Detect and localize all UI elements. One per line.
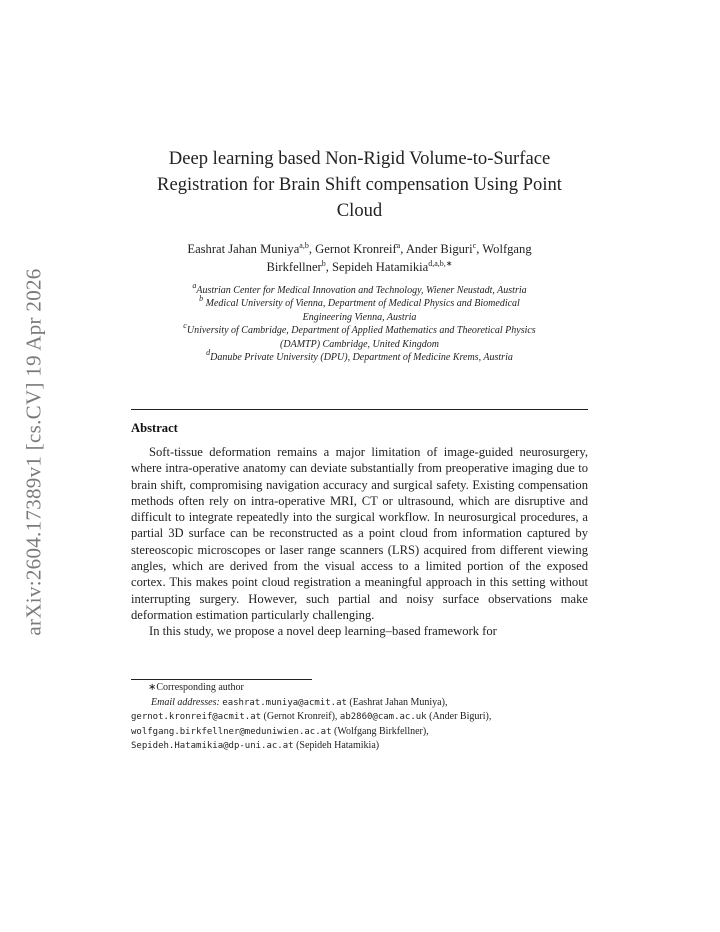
author-separator: ,	[400, 242, 406, 256]
author-name: Ander Biguri	[405, 242, 473, 256]
abstract-top-rule	[131, 409, 588, 410]
email-line	[131, 696, 588, 711]
author-affil-mark: c	[472, 241, 477, 250]
affil-mark: b	[199, 294, 204, 304]
affiliations	[121, 281, 598, 364]
author-name: Gernot Kronreif	[315, 242, 397, 256]
author-separator: ,	[308, 242, 316, 256]
abstract-paragraph: Soft-tissue deformation remains a major limitation of image-guided neurosurgery, where intra-operative anatomy can deviate substantially from preoperative imaging due to brain shift, compromising navigation accuracy and surgical safety. Existing compensation methods often rely on intra-operative MRI, CT or ultrasound, which are disruptive and difficult to integrate repeatedly into the surgical workflow. In neurosurgical procedures, a partial 3D surface can be reconstructed as a point cloud from information captured by stereoscopic microscopes or laser range scanners (LRS) acquired from different viewing angles, which are derived from the visual access to a limited portion of the exposed cortex. This makes point cloud registration a meaningful approach in this setting without interrupting surgery. However, such partial and noisy surface observations make deformation estimation particularly challenging.	[131, 445, 588, 622]
affiliation-line	[121, 294, 598, 310]
author-list	[131, 240, 588, 276]
author-line	[131, 240, 588, 258]
author-separator: ,	[476, 242, 483, 256]
affil-mark: c	[183, 321, 187, 331]
footnotes	[131, 681, 588, 754]
affil-text: University of Cambridge, Department of Applied Mathematics and Theoretical Physics	[186, 325, 536, 337]
author-affil-mark: a	[396, 241, 401, 250]
author-name: Birkfellner	[266, 260, 322, 274]
email-owner: (Eashrat Jahan Muniya),	[346, 696, 448, 708]
author-name: Sepideh Hatamikia	[332, 260, 429, 274]
email-link[interactable]: Sepideh.Hatamikia@dp-uni.ac.at	[131, 741, 294, 751]
title-line: Cloud	[336, 200, 383, 221]
email-link[interactable]: wolfgang.birkfellner@meduniwien.ac.at	[131, 726, 332, 737]
affil-text: Engineering Vienna, Austria	[302, 311, 417, 323]
footnote-rule	[131, 679, 312, 680]
author-affil-mark: a,b	[299, 241, 309, 250]
abstract-heading: Abstract	[131, 421, 178, 435]
affil-text: Danube Private University (DPU), Department of Medicine Krems, Austria	[210, 352, 513, 364]
author-name: Eashrat Jahan Muniya	[187, 242, 300, 256]
email-owner: (Ander Biguri),	[426, 711, 492, 722]
abstract-paragraph: In this study, we propose a novel deep learning–based framework for	[149, 624, 497, 639]
author-name: Wolfgang	[482, 242, 532, 256]
email-owner: (Sepideh Hatamikia)	[293, 740, 380, 751]
affiliation-line	[121, 348, 598, 364]
author-separator: ,	[325, 260, 333, 274]
affil-text: Austrian Center for Medical Innovation and Technology, Wiener Neustadt, Austria	[196, 285, 527, 296]
email-owner: (Gernot Kronreif),	[261, 711, 340, 722]
email-link[interactable]: ab2860@cam.ac.uk	[339, 712, 427, 722]
author-affil-mark: d,a,b,∗	[428, 259, 453, 268]
email-line	[131, 725, 588, 740]
email-owner: (Wolfgang Birkfellner),	[331, 725, 429, 737]
email-label: Email addresses:	[151, 696, 220, 708]
corresponding-author-note: ∗Corresponding author	[148, 682, 244, 693]
email-line	[131, 739, 588, 754]
affiliation-line	[121, 311, 598, 324]
affil-mark: d	[206, 348, 211, 358]
email-link[interactable]: gernot.kronreif@acmit.at	[131, 712, 262, 722]
arxiv-identifier: arXiv:2604.17389v1 [cs.CV] 19 Apr 2026	[21, 268, 46, 636]
affil-text: Medical University of Vienna, Department of Medical Physics and Biomedical	[203, 298, 520, 310]
author-affil-mark: b	[321, 259, 326, 268]
email-line	[131, 710, 588, 725]
author-line	[131, 258, 588, 276]
title-line: Deep learning based Non-Rigid Volume-to-Surface	[168, 148, 551, 169]
affiliation-line	[121, 338, 598, 351]
affil-text: (DAMTP) Cambridge, United Kingdom	[280, 338, 439, 350]
abstract-body	[131, 444, 588, 640]
title-line: Registration for Brain Shift compensation Using Point	[157, 174, 562, 195]
affiliation-line	[121, 321, 598, 337]
affil-mark: a	[192, 281, 197, 290]
paper-title	[121, 146, 598, 224]
affiliation-line	[121, 281, 598, 297]
email-link[interactable]: eashrat.muniya@acmit.at	[222, 697, 347, 708]
